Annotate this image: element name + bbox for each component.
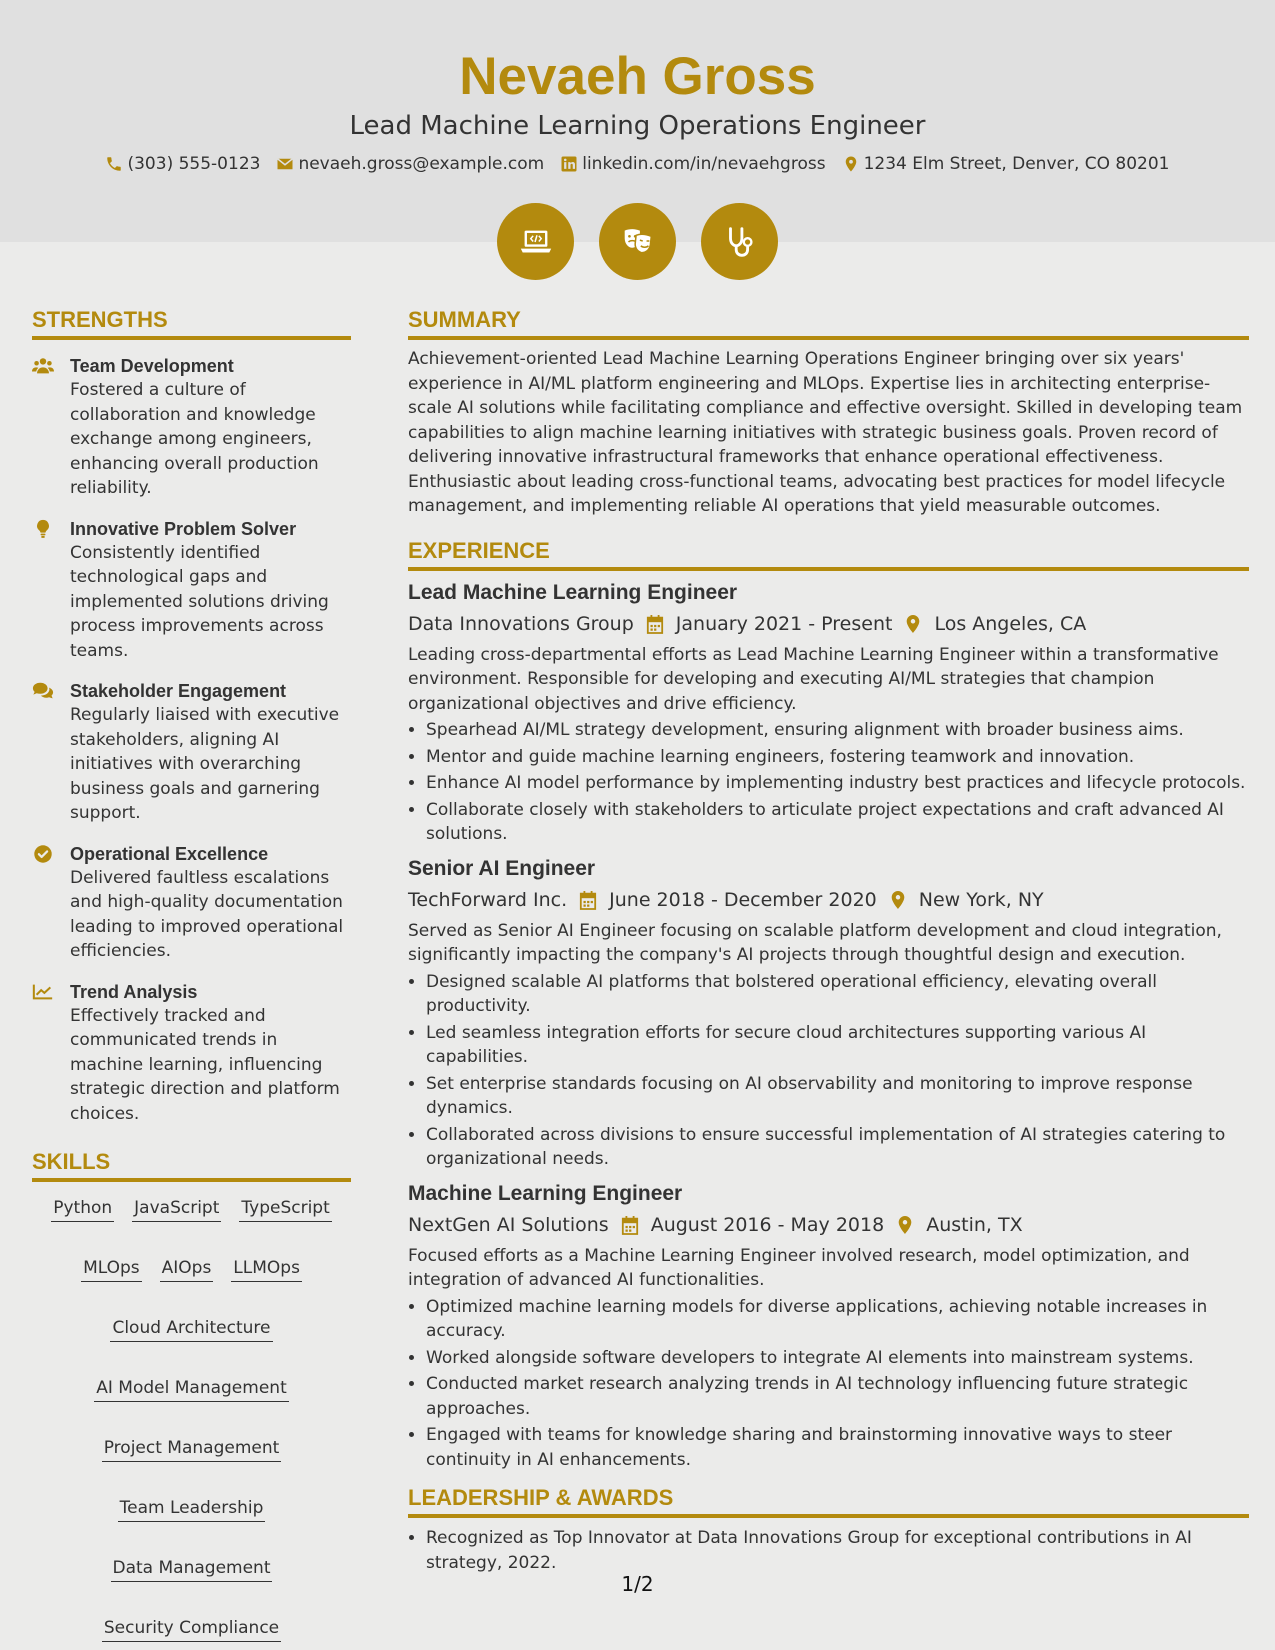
candidate-name: Nevaeh Gross	[459, 47, 816, 106]
skill-tag: Data Management	[111, 1556, 273, 1582]
job-bullet: • Enhance AI model performance by implementing industry best practices and lifecycle protocols.	[426, 771, 1249, 796]
job-meta	[408, 885, 1249, 915]
contact-linkedin[interactable]	[560, 152, 825, 176]
strength-item	[32, 842, 351, 964]
job-bullets	[408, 718, 1249, 847]
summary-heading: SUMMARY	[408, 306, 1249, 340]
location-pin-icon	[904, 614, 922, 634]
job-title: Lead Machine Learning Engineer	[408, 580, 738, 604]
experience-heading: EXPERIENCE	[408, 537, 1249, 571]
job-title: Senior AI Engineer	[408, 856, 596, 880]
calendar-icon	[579, 890, 597, 910]
job-location: Los Angeles, CA	[934, 612, 1087, 635]
skill-tag: MLOps	[81, 1256, 142, 1282]
phone-icon	[105, 155, 123, 173]
job-bullet: • Conducted market research analyzing trends in AI technology influencing future strategic approaches.	[426, 1372, 1249, 1421]
job-description: Focused efforts as a Machine Learning Engineer involved research, model optimization, and integration of advanced AI functionalities.	[408, 1245, 1190, 1290]
job-bullet: • Mentor and guide machine learning engineers, fostering teamwork and innovation.	[426, 745, 1249, 770]
strength-desc: Fostered a culture of collaboration and knowledge exchange among engineers, enhancing overall production reliability.	[70, 380, 319, 498]
stethoscope-icon	[721, 223, 759, 261]
job-company: Data Innovations Group	[408, 612, 634, 635]
contact-linkedin-text: linkedin.com/in/nevaehgross	[582, 154, 826, 174]
candidate-title: Lead Machine Learning Operations Engineer	[349, 111, 926, 141]
strength-item	[32, 517, 351, 664]
awards-section	[408, 1484, 1249, 1575]
job-title: Machine Learning Engineer	[408, 1181, 683, 1205]
right-column	[408, 306, 1249, 1577]
job-bullet: • Engaged with teams for knowledge sharing and brainstorming innovative ways to steer continuity in AI enhancements.	[426, 1423, 1249, 1472]
check-circle-icon	[32, 844, 54, 864]
job-company: TechForward Inc.	[408, 888, 568, 911]
left-column	[32, 306, 351, 1642]
skill-tag: Project Management	[102, 1436, 282, 1462]
job-location: New York, NY	[918, 888, 1044, 911]
job-dates: August 2016 - May 2018	[650, 1213, 885, 1236]
skills-heading: SKILLS	[32, 1148, 351, 1182]
job-bullet: • Set enterprise standards focusing on AI observability and monitoring to improve response dynamics.	[426, 1072, 1249, 1121]
job-bullet: • Collaborated across divisions to ensure successful implementation of AI strategies catering to organizational needs.	[426, 1123, 1249, 1172]
strength-title: Operational Excellence	[70, 843, 269, 864]
skill-tag: AIOps	[160, 1256, 214, 1282]
strength-desc: Regularly liaised with executive stakeholders, aligning AI initiatives with overarching business goals and garnering support.	[70, 705, 340, 823]
strength-desc: Consistently identified technological gaps and implemented solutions driving process improvements across teams.	[70, 542, 329, 661]
skill-tag: AI Model Management	[94, 1376, 288, 1402]
laptop-code-icon	[517, 223, 555, 261]
contact-bar	[0, 152, 1275, 176]
contact-address-text: 1234 Elm Street, Denver, CO 80201	[863, 154, 1170, 174]
badge-stethoscope	[701, 203, 778, 280]
skill-tag: Team Leadership	[118, 1496, 266, 1522]
strength-item	[32, 980, 351, 1127]
strength-desc: Delivered faultless escalations and high-quality documentation leading to improved operational efficiencies.	[70, 867, 344, 961]
job-bullet: • Spearhead AI/ML strategy development, ensuring alignment with broader business aims.	[426, 718, 1249, 743]
job-bullets	[408, 970, 1249, 1172]
interest-badges	[0, 203, 1275, 280]
awards-bullets	[408, 1526, 1249, 1575]
skill-tag: Security Compliance	[102, 1616, 281, 1642]
strength-desc: Effectively tracked and communicated trends in machine learning, influencing strategic direction and platform choices.	[70, 1005, 340, 1124]
linkedin-icon	[560, 155, 578, 173]
job-bullet: • Led seamless integration efforts for secure cloud architectures supporting various AI capabilities.	[426, 1021, 1249, 1070]
job-company: NextGen AI Solutions	[408, 1213, 609, 1236]
job-bullet: • Designed scalable AI platforms that bolstered operational efficiency, elevating overall productivity.	[426, 970, 1249, 1019]
job-dates: June 2018 - December 2020	[609, 888, 877, 911]
contact-phone-text: (303) 555-0123	[127, 154, 261, 174]
job-location: Austin, TX	[926, 1213, 1023, 1236]
contact-email-text: nevaeh.gross@example.com	[298, 154, 545, 174]
strengths-list	[32, 354, 351, 1126]
contact-phone[interactable]	[105, 152, 260, 176]
contact-address	[842, 152, 1170, 176]
skill-tag: JavaScript	[132, 1196, 221, 1222]
strength-title: Team Development	[70, 356, 234, 376]
calendar-icon	[646, 614, 664, 634]
job-description: Leading cross-departmental efforts as Lead Machine Learning Engineer within a transformative environment. Responsible for developing and executing AI/ML strategies that champion organizational objectives and drive efficiency.	[408, 644, 1219, 714]
calendar-icon	[621, 1215, 639, 1235]
location-pin-icon	[842, 155, 860, 173]
job-meta	[408, 609, 1249, 639]
skill-tag: Cloud Architecture	[110, 1316, 272, 1342]
lightbulb-icon	[32, 519, 54, 539]
line-chart-icon	[32, 982, 54, 1002]
award-bullet: • Recognized as Top Innovator at Data Innovations Group for exceptional contributions in AI strategy, 2022.	[426, 1526, 1249, 1575]
strength-title: Trend Analysis	[70, 981, 198, 1002]
contact-email[interactable]	[276, 152, 544, 176]
strength-item	[32, 354, 351, 501]
job-bullets	[408, 1295, 1249, 1473]
location-pin-icon	[889, 890, 907, 910]
job-entry	[408, 579, 1249, 847]
job-bullet: • Optimized machine learning models for diverse applications, achieving notable increases in accuracy.	[426, 1295, 1249, 1344]
location-pin-icon	[896, 1215, 914, 1235]
summary-text: Achievement-oriented Lead Machine Learning Operations Engineer bringing over six years' experience in AI/ML platform engineering and MLOps. Expertise lies in architecting enterprise-scale AI solutions while facilitating compliance and effective oversight. Skilled in developing team capabilities to align machine learning initiatives with strategic business goals. Proven record of delivering innovative infrastructural frameworks that enhance operational effectiveness. Enthusiastic about leading cross-functional teams, advocating best practices for model lifecycle management, and implementing reliable AI operations that yield measurable outcomes.	[408, 349, 1243, 516]
users-icon	[32, 356, 54, 376]
badge-theater	[599, 203, 676, 280]
theater-masks-icon	[619, 223, 657, 261]
awards-heading: LEADERSHIP & AWARDS	[408, 1484, 1249, 1518]
skill-tag: TypeScript	[239, 1196, 331, 1222]
job-dates: January 2021 - Present	[675, 612, 893, 635]
skill-tag: LLMOps	[231, 1256, 302, 1282]
strength-item	[32, 679, 351, 826]
strength-title: Stakeholder Engagement	[70, 681, 287, 701]
job-entry	[408, 1180, 1249, 1473]
comments-icon	[32, 681, 54, 701]
skill-tag: Python	[51, 1196, 114, 1222]
job-bullet: • Worked alongside software developers to integrate AI elements into mainstream systems.	[426, 1346, 1249, 1371]
job-bullet: • Collaborate closely with stakeholders to articulate project expectations and craft advanced AI solutions.	[426, 798, 1249, 847]
strength-title: Innovative Problem Solver	[70, 518, 297, 539]
job-meta	[408, 1210, 1249, 1240]
badge-laptop	[497, 203, 574, 280]
job-entry	[408, 855, 1249, 1172]
job-description: Served as Senior AI Engineer focusing on scalable platform development and cloud integration, significantly impacting the company's AI projects through thoughtful design and execution.	[408, 920, 1222, 965]
page-number: 1/2	[621, 1572, 654, 1596]
envelope-icon	[276, 155, 294, 173]
strengths-heading: STRENGTHS	[32, 306, 351, 340]
